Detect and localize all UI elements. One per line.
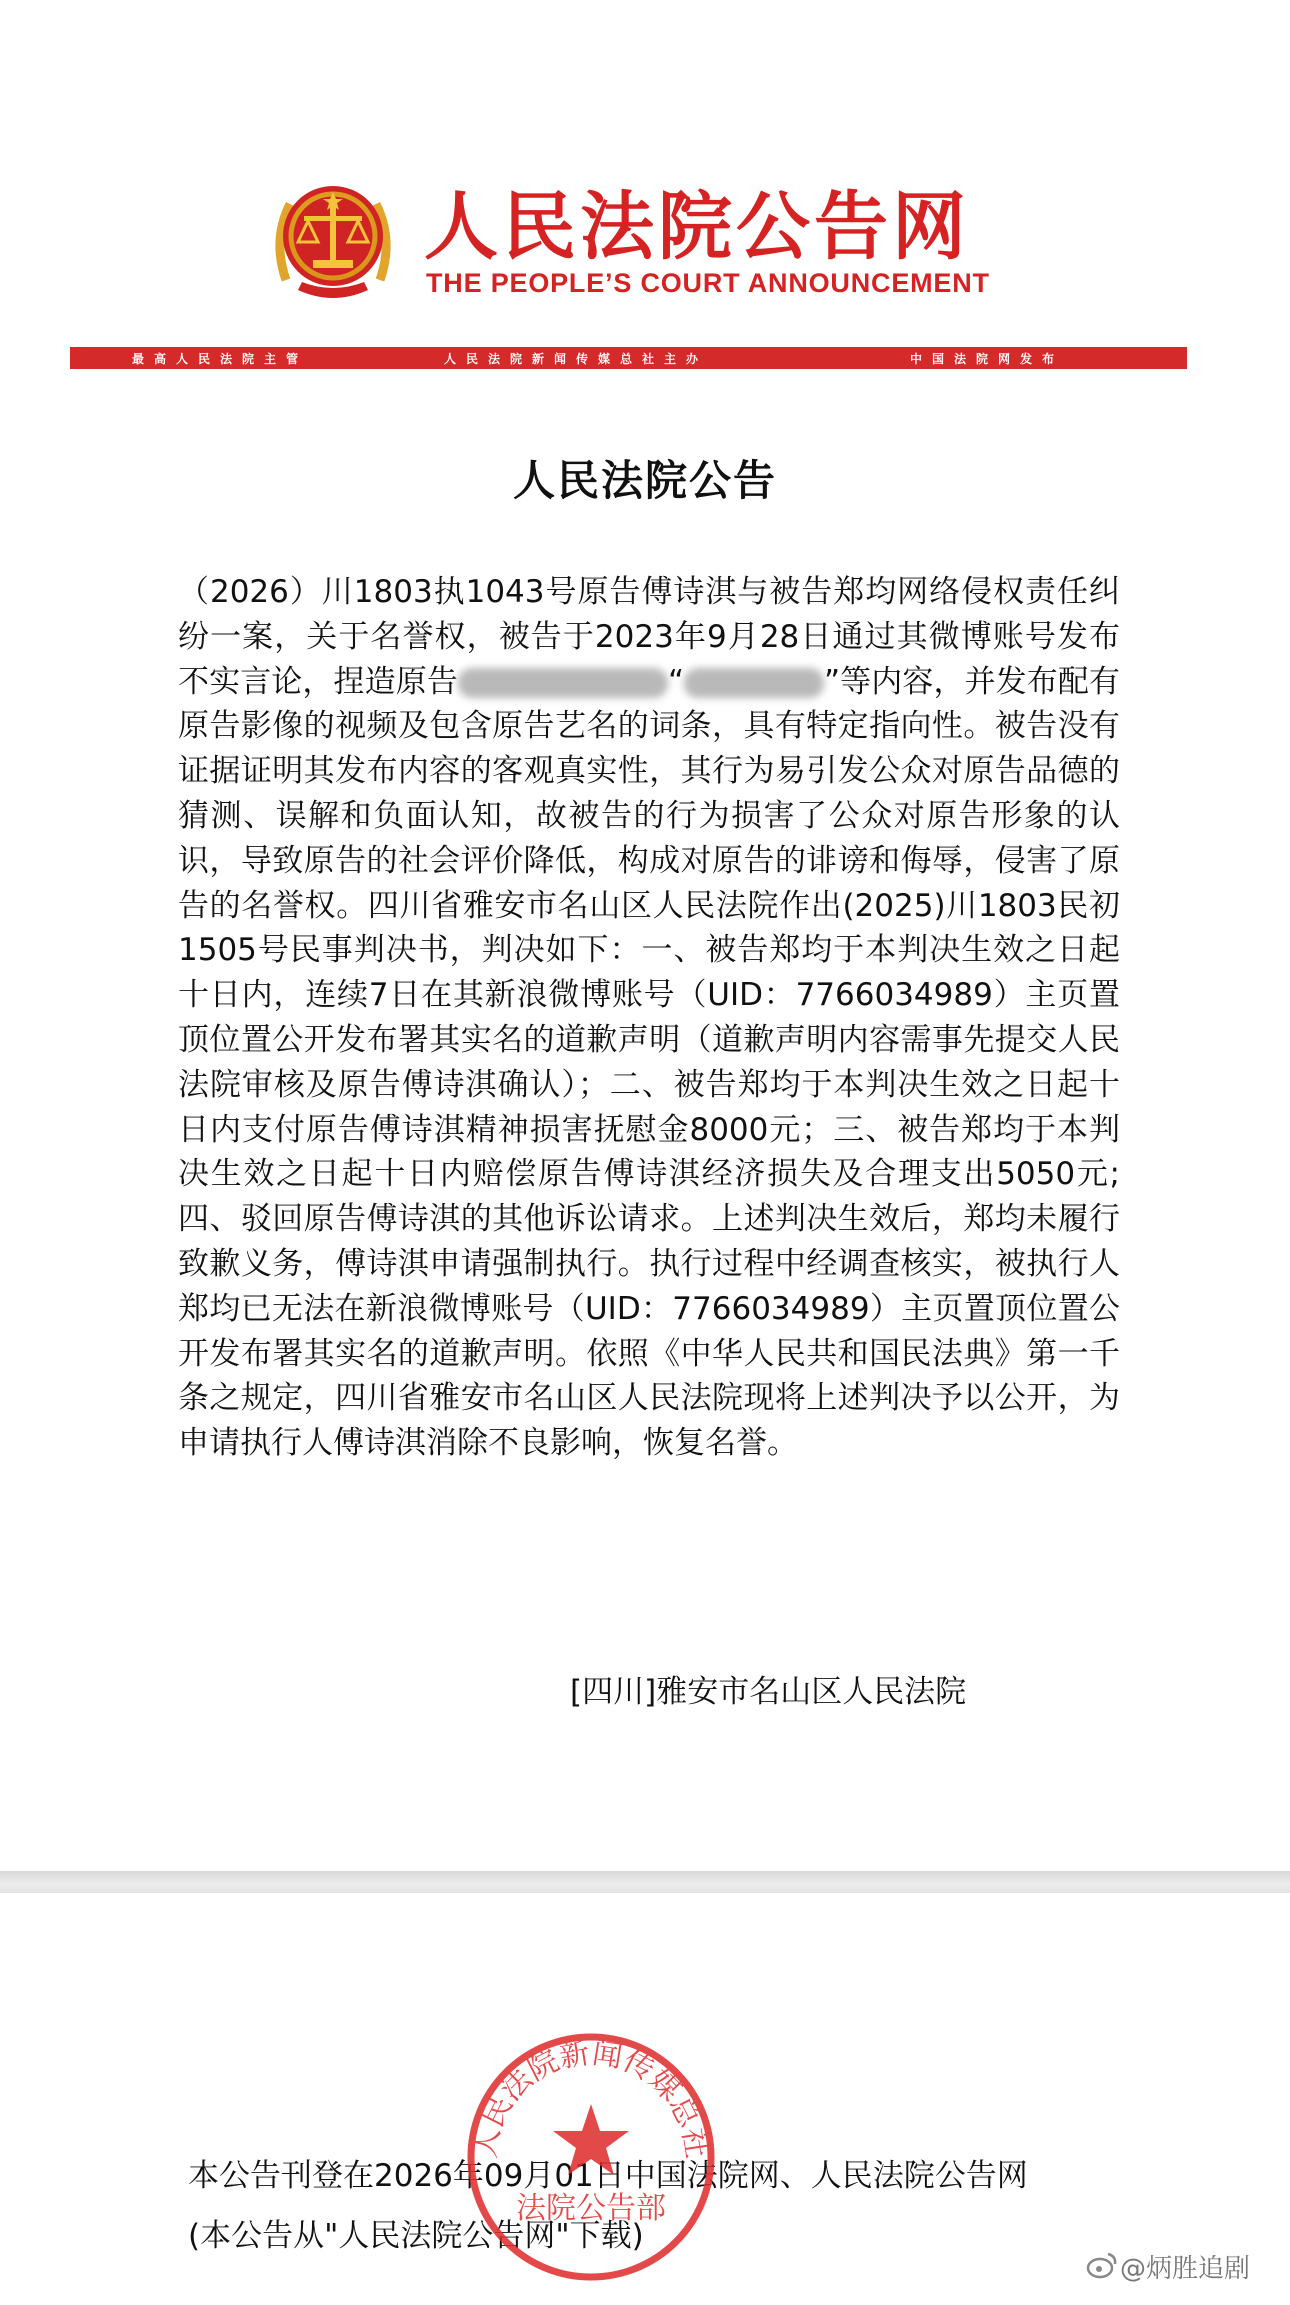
- site-header: [0, 0, 1290, 380]
- body-text-part1: （2026）川1803执1043号原告傅诗淇与被告郑均网络侵权责任纠纷一案，关于名誉权，被告于2023年9月28日通过其微博账号发布不实言论，捏造原告: [178, 574, 1120, 700]
- footer-publication-line: 本公告刊登在2026年09月01日中国法院网、人民法院公告网: [188, 2158, 1028, 2194]
- ribbon-text-supervisor: 最高人民法院主管: [132, 352, 309, 366]
- brand-title-cn: 人民法院公告网: [424, 184, 970, 270]
- court-signature: [四川]雅安市名山区人民法院: [570, 1674, 967, 1710]
- court-emblem-icon: [268, 170, 398, 310]
- announcement-title: 人民法院公告: [512, 456, 777, 505]
- footer-download-line: (本公告从"人民法院公告网"下载): [188, 2218, 644, 2254]
- redacted-block: [458, 668, 668, 698]
- weibo-icon: [1086, 2250, 1118, 2280]
- section-divider: [0, 1871, 1290, 1893]
- ribbon-text-publisher: 中国法院网发布: [910, 352, 1065, 366]
- ribbon-text-sponsor: 人民法院新闻传媒总社主办: [444, 352, 709, 366]
- seal-center-text: 法院公告部: [516, 2191, 666, 2226]
- watermark-text: @炳胜追剧: [1120, 2254, 1251, 2284]
- body-text-part3: ”等内容，并发布配有原告影像的视频及包含原告艺名的词条，具有特定指向性。被告没有证据证明其发布内容的客观真实性，其行为易引发公众对原告品德的猜测、误解和负面认知，故被告的行为损害了公众对原告形象的认识，导致原告的社会评价降低，构成对原告的诽谤和侮辱，侵害了原告的名誉权。四川省雅安市名山区人民法院作出(2025)川1803民初1505号民事判决书，判决如下：一、被告郑均于本判决生效之日起十日内，连续7日在其新浪微博账号（UID：7766034989）主页置顶位置公开发布署其实名的道歉声明（道歉声明内容需事先提交人民法院审核及原告傅诗淇确认）；二、被告郑均于本判决生效之日起十日内支付原告傅诗淇精神损害抚慰金8000元；三、被告郑均于本判决生效之日起十日内赔偿原告傅诗淇经济损失及合理支出5050元;四、驳回原告傅诗淇的其他诉讼请求。上述判决生效后，郑均未履行致歉义务，傅诗淇申请强制执行。执行过程中经调查核实，被执行人郑均已无法在新浪微博账号（UID：7766034989）主页置顶位置公开发布署其实名的道歉声明。依照《中华人民共和国民法典》第一千条之规定，四川省雅安市名山区人民法院现将上述判决予以公开，为申请执行人傅诗淇消除不良影响，恢复名誉。: [178, 663, 1120, 1462]
- brand-title-en: THE PEOPLE’S COURT ANNOUNCEMENT: [426, 268, 990, 298]
- header-ribbon: [70, 347, 1187, 369]
- body-text-part2: “: [667, 663, 684, 700]
- announcement-body: [178, 570, 1120, 1466]
- seal-ring-text: 人民法院新闻传媒总社: [468, 2035, 714, 2161]
- official-seal-icon: [462, 2028, 720, 2286]
- redacted-block: [684, 668, 824, 698]
